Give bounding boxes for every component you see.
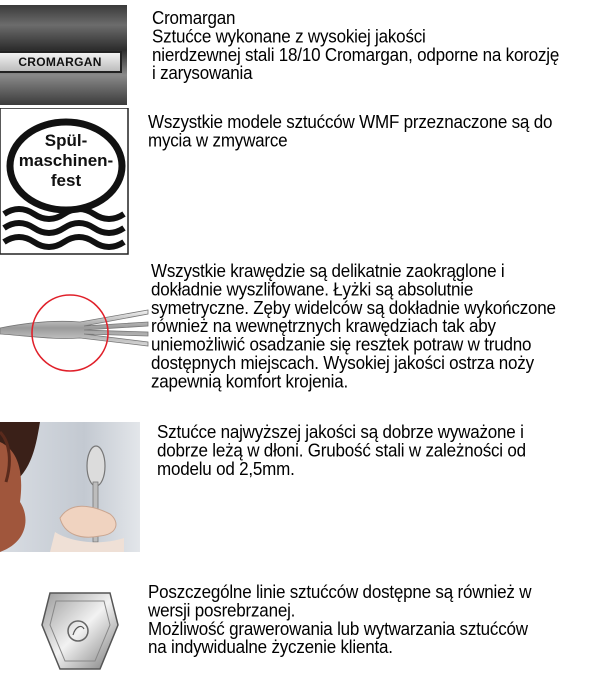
hand-with-spoon-image xyxy=(0,422,140,552)
badge-line-3: fest xyxy=(50,171,82,190)
cromargan-text xyxy=(152,9,559,82)
text-line: dobrze leżą w dłoni. Grubość stali w zależności od xyxy=(157,440,526,461)
cromargan-stamp-text: CROMARGAN xyxy=(18,55,102,69)
balance-text xyxy=(157,423,526,478)
text-line: zapewnią komfort krojenia. xyxy=(151,371,349,392)
text-line: Sztućce wykonane z wysokiej jakości xyxy=(152,26,426,47)
text-line: Sztućce najwyższej jakości są dobrze wyważone i xyxy=(157,421,524,443)
edges-text xyxy=(151,262,556,391)
text-line: modelu od 2,5mm. xyxy=(157,458,295,480)
text-line: mycia w zmywarce xyxy=(148,130,288,151)
cromargan-label-plate xyxy=(0,51,122,73)
engraved-plate-icon xyxy=(40,585,120,675)
text-line: również na wewnętrznych krawędziach tak aby xyxy=(151,316,496,337)
text-line: symetryczne. Zęby widelców są dokładnie wykończone xyxy=(151,297,556,319)
text-line: Wszystkie modele sztućców WMF przeznaczone są do xyxy=(148,111,553,133)
fork-icon xyxy=(0,270,150,390)
fork-detail-image xyxy=(0,270,150,390)
cromargan-stamp-image xyxy=(0,5,127,105)
dishwasher-text xyxy=(148,113,552,150)
badge-line-1: Spül- xyxy=(44,131,88,150)
text-line: Wszystkie krawędzie są delikatnie zaokrąglone i xyxy=(151,260,505,282)
text-line: wersji posrebrzanej. xyxy=(148,600,296,621)
text-line: dokładnie wyszlifowane. Łyżki są absolutnie xyxy=(151,279,474,300)
hand-spoon-icon xyxy=(0,422,140,552)
text-line: Poszczególne linie sztućców dostępne są również w xyxy=(148,581,532,603)
dishwasher-badge-icon xyxy=(0,108,130,256)
text-line: Możliwość grawerowania lub wytwarzania sztućców xyxy=(148,618,528,640)
text-line: nierdzewnej stali 18/10 Cromargan, odporne na korozję xyxy=(152,44,560,66)
engraved-handle-image xyxy=(40,585,120,675)
text-line: na indywidualne życzenie klienta. xyxy=(148,637,393,658)
badge-line-2: maschinen- xyxy=(18,151,114,170)
text-line: dostępnych miejscach. Wysokiej jakości ostrza noży xyxy=(151,352,534,374)
text-line: uniemożliwić osadzanie się resztek potraw w trudno xyxy=(151,334,532,355)
text-line: i zarysowania xyxy=(152,63,253,84)
dishwasher-safe-badge xyxy=(0,108,130,256)
text-line: Cromargan xyxy=(152,7,236,29)
silver-plated-text xyxy=(148,583,531,656)
